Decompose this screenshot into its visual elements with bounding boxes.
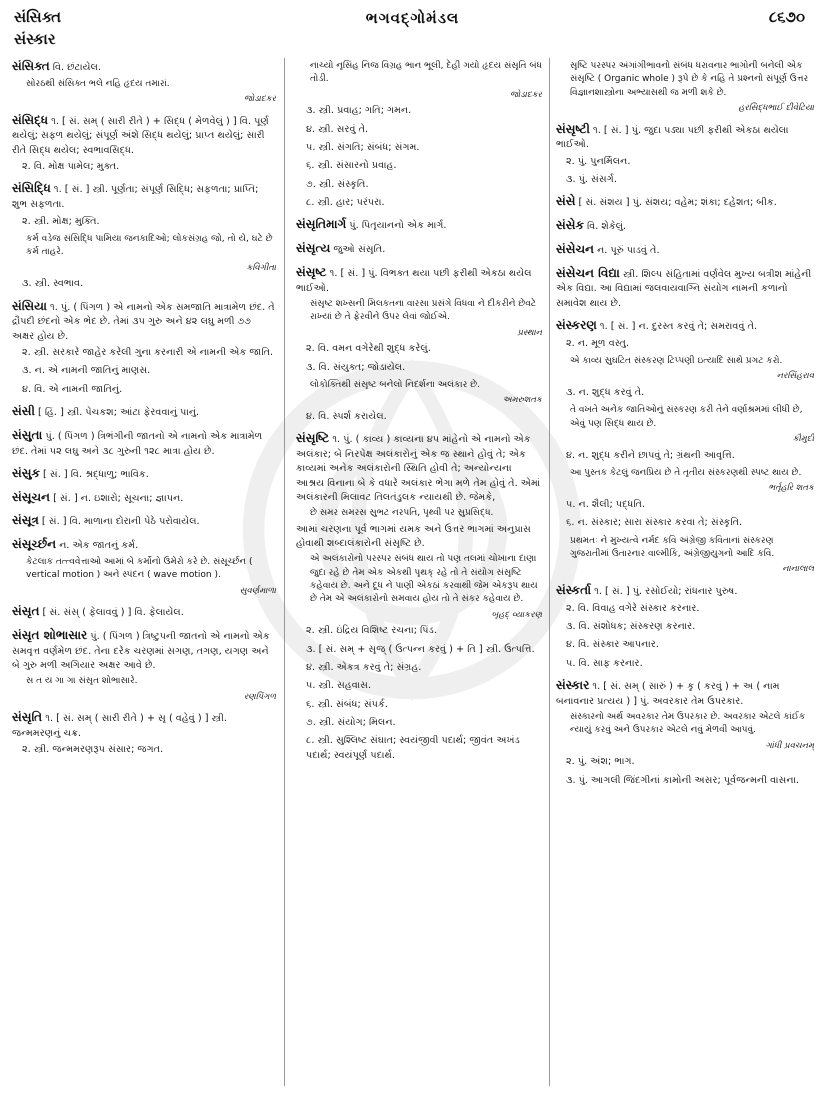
headword: સંસૃષ્ટ bbox=[296, 264, 327, 279]
dictionary-entry bbox=[12, 403, 276, 421]
quotation-source: ભર્તૃહરિ શતક bbox=[768, 483, 814, 494]
entry-main bbox=[556, 677, 814, 709]
definition-text: આમાં ચરણના પૂર્વ ભાગમાં યમક અને ઉત્તર ભાગમાં અનુપ્રાસ હોવાથી શબ્દાલંકારોની સંસૃષ્ટિ છે. bbox=[296, 523, 531, 549]
headword: સંસેક bbox=[556, 218, 584, 233]
entry-main bbox=[296, 216, 542, 234]
entry-main bbox=[12, 58, 276, 76]
entry-main bbox=[296, 264, 542, 296]
entry-main bbox=[556, 217, 814, 235]
quotation-source: નરસિંહરાવ bbox=[776, 371, 814, 382]
sense-line: ૩. [ સં. સમ્ + સૃજ્ ( ઉત્પન્ન કરવું ) + તિ ] સ્ત્રી. ઉત્પત્તિ. bbox=[306, 643, 535, 655]
definition-text: ન. પૂરું પાડવું તે. bbox=[597, 244, 660, 256]
definition-text: ૧. [ સં. ] પું. રસોઈયો; રાંધનાર પુરુષ. bbox=[594, 585, 738, 597]
quotation-source: પ્રસ્થાન bbox=[517, 327, 542, 338]
dictionary-entry bbox=[12, 298, 276, 398]
quotation-source: અમરુશતક bbox=[502, 395, 542, 406]
definition-text: [ સં. સંસ્ ( ફેલાવવું ) ] વિ. ફેલાયેલ. bbox=[42, 607, 184, 619]
definition-text: પું. ( પિંગળ ) ત્રિષ્ટુપની જાતનો એ નામનો એક સમવૃત્ત વર્ણમેળ છંદ. તેના દરેક ચરણમાં સગણ, તગણ, યગણ અને બે ગુરુ મળી અગિયાર અક્ષર આવે છે. bbox=[12, 630, 270, 671]
dictionary-entry bbox=[12, 536, 276, 597]
quotation-source: નાનાલાલ bbox=[782, 564, 814, 575]
sense-line: ૩. ન. શુદ્ધ કરવું તે. bbox=[566, 387, 645, 399]
sense-line: ૫. સ્ત્રી. સહવાસ. bbox=[306, 680, 372, 692]
sense-line: ૬. સ્ત્રી. સંસારનો પ્રવાહ. bbox=[306, 160, 397, 172]
quotation: તે વખતે અનેક જાતિઓનું સંસ્કરણ કરી તેને વર્ણાશ્રમમાં લીધી છે, એવું પણ સિદ્ધ થાય છે. bbox=[570, 405, 803, 429]
column-1 bbox=[12, 58, 276, 1086]
headword: સંસિયા bbox=[12, 298, 47, 313]
dictionary-entry bbox=[12, 112, 276, 175]
definition-text: જુઓ સંસૃતિ. bbox=[333, 244, 386, 256]
dictionary-entry bbox=[556, 677, 814, 788]
dictionary-entry bbox=[12, 489, 276, 507]
quotation: છે સમર સમરસ સુભટ નરપતિ, પૃથ્વી પર સુપ્રસિદ્ધ. bbox=[310, 508, 494, 519]
sense-line: ૨. સ્ત્રી. મોક્ષ; મુક્તિ. bbox=[22, 215, 100, 227]
entry-main bbox=[12, 403, 276, 421]
headword: સંસિક્ત bbox=[12, 59, 50, 73]
entry-main bbox=[12, 536, 276, 554]
definition-text: ૧. પું. ( પિંગળ ) એ નામનો એક સમજાતિ માત્રામેળ છંદ. તે દ્રૌપદી છંદનો એક ભેદ છે. તેમાં ૩૫ ગુરુ અને ૪૨ લઘુ મળી ૭૭ અક્ષર હોય છે. bbox=[12, 301, 275, 342]
quotation: સંસૃષ્ટ શખ્સની મિલકતના વારસા પ્રસંગે વિધવા ને દીકરીને છેવટે રાખ્યાં છે તે ફેરવીને ઉપર લેવાં જોઈએ. bbox=[310, 298, 537, 323]
headword: સંસેચન bbox=[556, 241, 594, 256]
quotation-source: સુવર્ણમાળા bbox=[239, 585, 276, 596]
dictionary-entry bbox=[12, 58, 276, 106]
sense-line: ૩. ન. એ નામની જાતિનું માણસ. bbox=[22, 365, 151, 377]
sense-line: ૨. સ્ત્રી. જન્મમરણરૂપ સંસાર; જગત. bbox=[22, 744, 164, 756]
headword: સંસૂત્ર bbox=[12, 513, 39, 528]
dictionary-entry bbox=[556, 265, 814, 311]
headword: સંસ્કર્તા bbox=[556, 582, 592, 597]
dictionary-entry bbox=[296, 60, 542, 210]
entry-main bbox=[556, 121, 814, 153]
sense-line: ૨. વિ. વિવાહ વગેરે સંસ્કાર કરનાર. bbox=[566, 602, 700, 614]
dictionary-entry bbox=[296, 264, 542, 424]
definition-text: વિ. શેકેલું. bbox=[587, 221, 627, 233]
quotation: સૃષ્ટિ પરસ્પર અંગાંગીભાવનો સંબંધ ધરાવનાર ભાગોની બનેલી એક સંસૃષ્ટિ ( Organic whole ) રૂપે છે કે નહિ તે પ્રશ્નનો સંપૂર્ણ ઉત્તર વિજ્ઞાનશાસ્ત્રોના અભ્યાસથી જ મળી શકે છે. bbox=[570, 61, 809, 98]
sense-line: ૪. વિ. સ્પર્શ કરાયેલ. bbox=[306, 410, 387, 422]
sense-line: ૪. વિ. સંસ્કાર આપનાર. bbox=[566, 639, 659, 651]
dictionary-entry bbox=[12, 709, 276, 757]
sense-line: ૩. પું. સંસર્ગ. bbox=[566, 173, 617, 185]
headword: સંસિદ્ધિ bbox=[12, 181, 51, 196]
definition-text: પું. પિતૃયાનનો એક માર્ગ. bbox=[349, 220, 447, 232]
dictionary-entry bbox=[556, 60, 814, 115]
page-header bbox=[0, 0, 825, 56]
quotation-source: હરસિદ્ધભાઈ દીવેટિયા bbox=[738, 102, 814, 113]
dictionary-entry bbox=[556, 217, 814, 235]
entry-main bbox=[12, 427, 276, 459]
guide-word-top: સંસિક્ત bbox=[14, 8, 62, 26]
definition-text: ૧. [ સં. સમ્ ( સારી રીતે ) + સિદ્ધ ( મેળવેલું ) ] વિ. પૂર્ણ થયેલું; સફળ થયેલું; સંપૂર્ણ અંશે સિદ્ધ થયેલું; પ્રાપ્ત થયેલું; સારી રીતે સિદ્ધ થયેલ; સ્વભાવસિદ્ધ. bbox=[12, 115, 269, 156]
headword: સંસૃત શોભાસાર bbox=[12, 627, 88, 642]
definition-text: ન. એક જાતનું કર્મ. bbox=[59, 540, 139, 552]
headword: સંસૃત્ય bbox=[296, 241, 331, 256]
quotation: સોરઠથી સંસિક્ત ભલે નહિ હૃદય તમારાં. bbox=[26, 78, 170, 89]
entry-main bbox=[556, 317, 814, 335]
definition-text: ૧. [ સં. સમ્ ( સારું ) + કૃ ( કરવું ) + અ ( નામ બનાવનાર પ્રત્યય ) ] પું. અવરકાર તેમ ઉપરકાર. bbox=[556, 680, 780, 707]
guide-word-bottom: સંસ્કાર bbox=[14, 30, 56, 48]
definition-text: પું. ( પિંગળ ) ત્રિભંગીની જાતનો એ નામનો એક માત્રામેળ છંદ. તેમાં ૫૨ લઘુ અને ૩૮ ગુરુની ૧૨૮ માત્રા હોય છે. bbox=[12, 430, 263, 457]
quotation-source: રણપિંગળ bbox=[243, 691, 276, 702]
entry-main bbox=[12, 298, 276, 344]
quotation-source: જોડાદકર bbox=[243, 94, 276, 105]
sense-line: ૭. સ્ત્રી. સંસ્કૃતિ. bbox=[306, 178, 369, 190]
entry-main bbox=[296, 240, 542, 258]
dictionary-entry bbox=[556, 582, 814, 671]
column-rule-1 bbox=[284, 58, 285, 1086]
definition-text: [ સં. સંશય ] પું. સંશય; વહેમ; શંકા; દહેશત; બીક. bbox=[578, 197, 777, 209]
dictionary-entry bbox=[12, 427, 276, 459]
entry-main bbox=[12, 603, 276, 621]
definition-text: [ સં. ] વિ. માળાના દોરાની પેઠે પરોવાયેલ. bbox=[41, 516, 200, 528]
definition-text: [ સં. ] ન. ઇશારો; સૂચના; જ્ઞાપન. bbox=[53, 492, 184, 504]
headword: સંસ્કરણ bbox=[556, 318, 597, 333]
headword: સંસૂચન bbox=[12, 489, 50, 504]
sense-line: ૨. પું. અંશ; ભાગ. bbox=[566, 756, 635, 768]
quotation-source: કૌમુદી bbox=[792, 434, 814, 445]
definition-text: ૧. [ સં. સમ્ ( સારી રીતે ) + સૃ ( વહેવું ) ] સ્ત્રી. જન્મમરણનું ચક્ર. bbox=[12, 713, 227, 739]
sense-line: ૪. ન. શુદ્ધ કરીને છાપવું તે; ગ્રંથની આવૃત્તિ. bbox=[566, 449, 735, 461]
headword: સંસૃષ્ટિ bbox=[296, 431, 330, 446]
quotation: કર્મ વડેજ સંસિદ્ધિ પામિયા જનકાદિઓ; લોકસંગ્રહ જો, તો યે, ઘટે છે કર્મ તાહરે. bbox=[26, 233, 273, 258]
definition-text: ૧. [ સં. ] સ્ત્રી. પૂર્ણતા; સંપૂર્ણ સિદ્ધિ; સફળતા; પ્રાપ્તિ; શુભ સફળતા. bbox=[12, 184, 259, 211]
entry-main bbox=[556, 193, 814, 211]
page-title: ભગવદ્ગોમંડલ bbox=[365, 9, 460, 27]
sense-line: ૨. સ્ત્રી. સરકારે જાહેર કરેલી ગુના કરનારી એ નામની એક જાતિ. bbox=[22, 346, 274, 358]
dictionary-entry bbox=[12, 180, 276, 291]
quotation-source: ગાંધી પ્રવચનમ્ bbox=[765, 740, 814, 751]
quotation: પ્રથમતઃ ને મુખ્યત્વે નર્મદ કવિ અંગ્રેજી કવિતાનાં સંસ્કરણ ગુજરાતીમાં ઉતારનાર વાલ્મીકિ, અંગ્રેજીયુગનો આદિ કવિ. bbox=[570, 535, 775, 559]
dictionary-entry bbox=[556, 317, 814, 576]
headword: સંસૂર્ચ્છન bbox=[12, 537, 57, 552]
entry-main bbox=[12, 627, 276, 673]
column-3 bbox=[556, 58, 814, 1086]
headword: સંસૃષ્ટી bbox=[556, 121, 590, 136]
headword: સંસે bbox=[556, 194, 576, 209]
sense-line: ૩. પું. આગલી જિંદગીનાં કામોની અસર; પૂર્વજન્મની વાસના. bbox=[566, 774, 800, 786]
sense-line: ૩. સ્ત્રી. સ્વભાવ. bbox=[22, 278, 84, 290]
sense-line: ૫. સ્ત્રી. સંગતિ; સંબંધ; સંગમ. bbox=[306, 141, 420, 153]
headword: સંસ્કાર bbox=[556, 677, 590, 692]
quotation: એ અલંકારોનો પરસ્પર સંબંધ થાય તો પણ તલમાં ચોખાના દાણા જુદા રહે છે તેમ એક એકથી પૃથક્ રહે તો તે સંયોગ સંસૃષ્ટિ કહેવાય છે. અને દૂધ ને પાણી એકઠાં કરવાથી જેમ એકરૂપ થાય છે તેમ એ અલંકારોનો સમવાય હોય તો તે સંકર કહેવાય છે. bbox=[310, 554, 538, 605]
entry-main bbox=[556, 582, 814, 600]
quotation: નાચ્યો નૃસિંહ નિજ વિગ્રહ ભાન ભૂલી, દેહી ગયો હૃદય સંસૃતિ બંધ તોડી. bbox=[310, 61, 542, 85]
quotation: સ ત ય ગા ગા સંસૃત શોભાસારે. bbox=[26, 676, 138, 687]
quotation: લોકોક્તિથી સંસૃષ્ટ બનેલો નિદર્શના અલંકાર છે. bbox=[310, 379, 480, 390]
entry-main bbox=[296, 430, 542, 505]
sense-line: ૪. સ્ત્રી. એકત્ર કરવું તે; સંગ્રહ. bbox=[306, 661, 422, 673]
dictionary-entry bbox=[556, 121, 814, 188]
quotation: આ પુસ્તક કેટલું જનપ્રિય છે તે તૃતીય સંસ્કરણથી સ્પષ્ટ થાય છે. bbox=[570, 467, 802, 478]
definition-text: ૧. [ સં. ] પું. જુદા પડ્યા પછી ફરીથી એકઠા થયેલા ભાઈઓ. bbox=[556, 124, 789, 151]
dictionary-entry bbox=[556, 193, 814, 211]
entry-main bbox=[12, 180, 276, 212]
entry-main bbox=[556, 265, 814, 311]
definition-text: [ સં. ] વિ. શ્રદ્ધાળુ; ભાવિક. bbox=[43, 468, 149, 480]
entry-main bbox=[12, 465, 276, 483]
quotation: સંસ્કારનો અર્થ અવરકાર તેમ ઉપરકાર છે. અવરકાર એટલે કાંઈક ન્યાયું કરવું અને ઉપરકાર એટલે નવું મેળવી આપવું. bbox=[570, 712, 806, 736]
entry-main bbox=[12, 709, 276, 741]
headword: સંસુતા bbox=[12, 427, 43, 442]
sense-line: ૨. વિ. વમન વગેરેથી શુદ્ધ કરેલું. bbox=[306, 343, 431, 355]
dictionary-entry bbox=[12, 627, 276, 703]
quotation-source: જોડાદકર bbox=[509, 89, 542, 100]
sense-line: ૨. સ્ત્રી. ઇંદ્રિય વિશિષ્ટ રચના; પિંડ. bbox=[306, 625, 437, 637]
sense-line: ૪. સ્ત્રી. સરવું તે. bbox=[306, 123, 369, 135]
sense-line: ૮. સ્ત્રી. હાર; પરંપરા. bbox=[306, 197, 385, 208]
dictionary-entry bbox=[12, 603, 276, 621]
sense-line: ૩. વિ. સંશોધક; સંસ્કરણ કરનાર. bbox=[566, 620, 696, 632]
definition-text: સ્ત્રી. શિલ્પ સંહિતામાં વર્ણવેલ મુખ્ય બત્રીશ માંહેની એક વિદ્યા. આ વિદ્યામાં જલવાયવાગ્નિ સંયોગ નામની કળાનો સમાવેશ થાય છે. bbox=[556, 268, 812, 309]
headword: સંસૃતિ bbox=[12, 710, 43, 725]
definition-text: ૧. [ સં. ] પું. વિભક્ત થયા પછી ફરીથી એકઠા થયેલ ભાઈઓ. bbox=[296, 267, 532, 294]
sense-line: ૮. સ્ત્રી. સુશ્લિષ્ટ સંઘાત; સ્વયંજીવી પદાર્થ; જીવંત અખંડ પદાર્થ; સ્વયંપૂર્ણ પદાર્થ. bbox=[306, 735, 520, 761]
headword: સંસેચન વિદ્યા bbox=[556, 265, 620, 280]
column-2 bbox=[296, 58, 542, 1086]
dictionary-entry bbox=[296, 430, 542, 763]
headword: સંસિદ્ધ bbox=[12, 112, 49, 127]
entry-main bbox=[12, 112, 276, 158]
sense-line: ૨. પું. પુનર્મિલન. bbox=[566, 155, 631, 167]
sense-line: ૭. સ્ત્રી. સંયોગ; મિલન. bbox=[306, 716, 396, 728]
headword: સંસૃત bbox=[12, 604, 40, 619]
sense-line: ૫. ન. શૈલી; પદ્ધતિ. bbox=[566, 498, 646, 510]
dictionary-entry bbox=[12, 465, 276, 483]
entry-main bbox=[12, 512, 276, 530]
headword: સંસૃતિમાર્ગ bbox=[296, 217, 347, 232]
sense-line: ૪. વિ. એ નામની જાતિનું. bbox=[22, 383, 123, 395]
entry-main bbox=[556, 241, 814, 259]
quotation: એ કાવ્ય સુઘટિત સંસ્કરણ ટિપ્પણી ઇત્યાદિ સાથે પ્રગટ કરો. bbox=[570, 356, 783, 367]
dictionary-entry bbox=[296, 240, 542, 258]
headword: સંસી bbox=[12, 404, 35, 419]
column-rule-2 bbox=[549, 58, 550, 1086]
entry-main bbox=[12, 489, 276, 507]
definition-text: [ હિં. ] સ્ત્રી. પેચકશ; આંટા ફેરવવાનું પાનું. bbox=[37, 407, 200, 419]
definition-text: ૧. [ સં. ] ન. દુરસ્ત કરવું તે; સમરાવવું તે. bbox=[599, 321, 758, 333]
headword: સંસુક bbox=[12, 465, 40, 480]
quotation: કેટલાક તત્ત્વવેત્તાઓ આમાં બે કર્મોનો ઉમેરો કરે છે. સંસૂર્ચ્છન ( vertical motion ) અને સ્પંદન ( wave motion ). bbox=[26, 556, 253, 581]
definition-text: વિ. છંટાયેલ. bbox=[52, 62, 101, 73]
quotation-source: કવિગીતા bbox=[246, 262, 276, 273]
page-number: ૮૬૭૦ bbox=[768, 8, 805, 26]
definition-text: ૧. પું. ( કાવ્ય ) કાવ્યના ૪૫ માંહેનો એ નામનો એક અલંકાર; બે નિરપેક્ષ અલંકારોનું એક જ સ્થાને હોવું તે; એક કાવ્યમાં અનેક અલંકારોની સ્થિતિ હોવી તે; અન્યોન્યના આશ્રય વિનાના બે કે વધારે અલંકાર ભેગા મળે તેમ હોવું તે. એમાં અલંકારની મિલાવટ તિલતંડુલક ન્યાયથી છે. જેમકે, bbox=[296, 434, 541, 503]
sense-line: ૬. ન. સંસ્કાર; સારા સંસ્કાર કરવા તે; સંસ્કૃતિ. bbox=[566, 517, 743, 529]
dictionary-entry bbox=[556, 241, 814, 259]
sense-line: ૩. વિ. સંયુક્ત; જોડાયેલ. bbox=[306, 361, 406, 373]
sense-line: ૩. સ્ત્રી. પ્રવાહ; ગતિ; ગમન. bbox=[306, 105, 412, 117]
sense-line: ૫. વિ. સાફ કરનાર. bbox=[566, 657, 643, 669]
sense-line: ૨. વિ. મોક્ષ પામેલ; મુક્ત. bbox=[22, 161, 120, 173]
sense-line: ૨. ન. મૂળ વસ્તુ. bbox=[566, 337, 630, 349]
quotation-source: બૃહદ્ વ્યાકરણ bbox=[491, 609, 542, 620]
dictionary-entry bbox=[296, 216, 542, 234]
dictionary-entry bbox=[12, 512, 276, 530]
sense-line: ૬. સ્ત્રી. સંબંધ; સંપર્ક. bbox=[306, 698, 388, 710]
